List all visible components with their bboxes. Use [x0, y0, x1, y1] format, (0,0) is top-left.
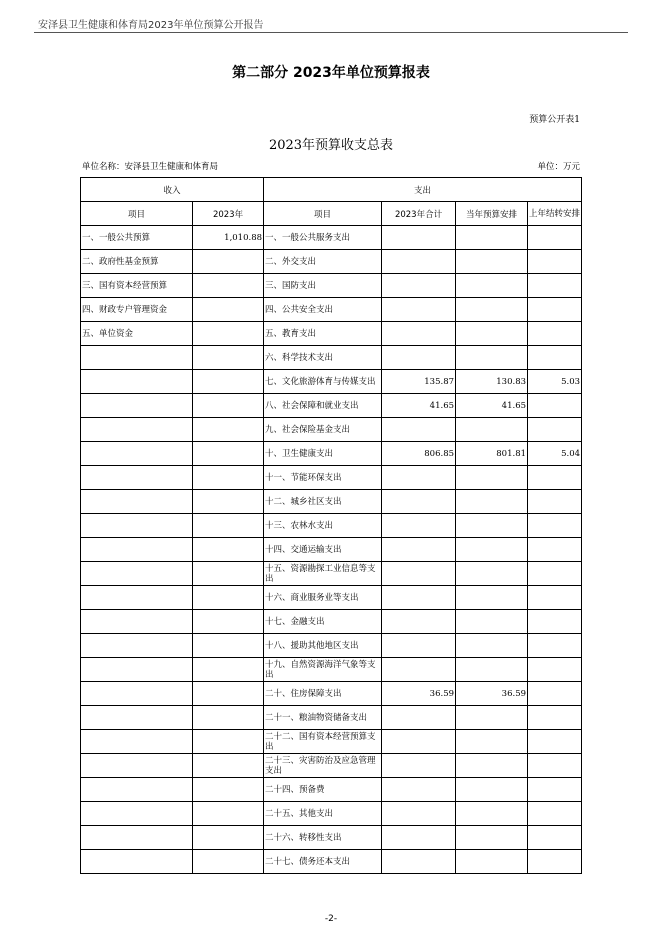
income-item-cell	[81, 802, 193, 826]
income-item-cell	[81, 538, 193, 562]
expense-item-cell: 二十二、国有资本经营预算支出	[264, 730, 382, 754]
current-header: 当年预算安排	[456, 202, 528, 226]
total-cell	[382, 514, 456, 538]
table-row	[81, 394, 582, 418]
table-row	[81, 490, 582, 514]
expense-item-cell: 七、文化旅游体育与传媒支出	[264, 370, 382, 394]
income-value-cell	[193, 658, 264, 682]
table-row	[81, 826, 582, 850]
expense-item-cell: 一、一般公共服务支出	[264, 226, 382, 250]
table-row	[81, 370, 582, 394]
expense-item-cell: 十八、援助其他地区支出	[264, 634, 382, 658]
income-item-cell: 一、一般公共预算	[81, 226, 193, 250]
table-row	[81, 274, 582, 298]
current-cell	[456, 634, 528, 658]
income-item-cell	[81, 706, 193, 730]
expense-item-cell: 十六、商业服务业等支出	[264, 586, 382, 610]
income-item-cell	[81, 394, 193, 418]
income-item-cell	[81, 514, 193, 538]
income-value-cell	[193, 754, 264, 778]
current-cell	[456, 250, 528, 274]
carry-cell	[528, 226, 582, 250]
income-value-cell	[193, 346, 264, 370]
current-cell	[456, 850, 528, 874]
income-value-cell	[193, 322, 264, 346]
total-cell	[382, 658, 456, 682]
income-item-cell	[81, 754, 193, 778]
total-cell	[382, 730, 456, 754]
income-value-cell	[193, 394, 264, 418]
income-value-cell	[193, 826, 264, 850]
income-value-cell	[193, 610, 264, 634]
total-cell	[382, 490, 456, 514]
table-row	[81, 634, 582, 658]
income-value-cell	[193, 562, 264, 586]
total-cell	[382, 226, 456, 250]
current-cell	[456, 778, 528, 802]
expense-item-cell: 三、国防支出	[264, 274, 382, 298]
income-value-cell	[193, 730, 264, 754]
current-cell	[456, 490, 528, 514]
table-row	[81, 322, 582, 346]
income-value-cell	[193, 442, 264, 466]
carry-cell	[528, 706, 582, 730]
current-cell	[456, 346, 528, 370]
current-cell	[456, 514, 528, 538]
income-item-cell	[81, 850, 193, 874]
total-cell	[382, 826, 456, 850]
total-cell: 135.87	[382, 370, 456, 394]
table-row	[81, 562, 582, 586]
carry-cell	[528, 346, 582, 370]
expense-item-cell: 十、卫生健康支出	[264, 442, 382, 466]
table-row	[81, 538, 582, 562]
current-cell	[456, 466, 528, 490]
carry-cell	[528, 634, 582, 658]
current-cell	[456, 322, 528, 346]
page-number: -2-	[324, 914, 338, 924]
current-cell: 801.81	[456, 442, 528, 466]
total-cell	[382, 706, 456, 730]
carry-cell	[528, 490, 582, 514]
current-cell	[456, 562, 528, 586]
total-cell	[382, 250, 456, 274]
income-value-cell	[193, 514, 264, 538]
current-cell: 130.83	[456, 370, 528, 394]
income-item-cell	[81, 370, 193, 394]
carry-header: 上年结转安排	[528, 202, 582, 226]
carry-cell	[528, 274, 582, 298]
carry-cell	[528, 322, 582, 346]
carry-cell	[528, 754, 582, 778]
total-cell	[382, 610, 456, 634]
total-cell	[382, 322, 456, 346]
unit-name: 单位名称：安泽县卫生健康和体育局	[82, 162, 219, 172]
unit-label: 单位：万元	[537, 162, 580, 172]
total-cell	[382, 754, 456, 778]
current-cell	[456, 754, 528, 778]
expense-item-cell: 二十五、其他支出	[264, 802, 382, 826]
expense-item-cell: 四、公共安全支出	[264, 298, 382, 322]
income-item-cell	[81, 730, 193, 754]
income-item-cell	[81, 466, 193, 490]
current-cell	[456, 802, 528, 826]
current-cell	[456, 538, 528, 562]
income-value-cell	[193, 634, 264, 658]
expense-item-cell: 十一、节能环保支出	[264, 466, 382, 490]
income-item-cell	[81, 634, 193, 658]
table-row	[81, 706, 582, 730]
total-header: 2023年合计	[382, 202, 456, 226]
expense-item-cell: 十二、城乡社区支出	[264, 490, 382, 514]
total-cell	[382, 850, 456, 874]
carry-cell	[528, 778, 582, 802]
current-cell	[456, 418, 528, 442]
income-value-cell	[193, 850, 264, 874]
total-cell	[382, 466, 456, 490]
carry-cell	[528, 682, 582, 706]
table-row	[81, 346, 582, 370]
carry-cell	[528, 850, 582, 874]
table-row	[81, 850, 582, 874]
total-cell	[382, 634, 456, 658]
income-item-cell: 二、政府性基金预算	[81, 250, 193, 274]
current-cell	[456, 586, 528, 610]
table-row	[81, 658, 582, 682]
running-header: 安泽县卫生健康和体育局2023年单位预算公开报告	[38, 20, 264, 31]
carry-cell	[528, 250, 582, 274]
carry-cell	[528, 802, 582, 826]
income-item-cell	[81, 418, 193, 442]
income-item-cell: 三、国有资本经营预算	[81, 274, 193, 298]
income-item-cell	[81, 682, 193, 706]
carry-cell	[528, 826, 582, 850]
current-cell	[456, 730, 528, 754]
income-item-cell	[81, 586, 193, 610]
carry-cell: 5.03	[528, 370, 582, 394]
carry-cell	[528, 466, 582, 490]
total-cell	[382, 418, 456, 442]
income-item-cell	[81, 562, 193, 586]
income-value-cell	[193, 298, 264, 322]
current-cell	[456, 610, 528, 634]
income-item-cell	[81, 658, 193, 682]
expense-item-cell: 九、社会保险基金支出	[264, 418, 382, 442]
income-value-cell	[193, 538, 264, 562]
total-cell	[382, 586, 456, 610]
carry-cell	[528, 298, 582, 322]
current-cell: 41.65	[456, 394, 528, 418]
table-row	[81, 754, 582, 778]
table-row	[81, 586, 582, 610]
expense-item-cell: 八、社会保障和就业支出	[264, 394, 382, 418]
income-value-cell	[193, 490, 264, 514]
expense-item-cell: 十五、资源勘探工业信息等支出	[264, 562, 382, 586]
table-row	[81, 226, 582, 250]
carry-cell	[528, 418, 582, 442]
table-row	[81, 466, 582, 490]
expense-item-cell: 二十、住房保障支出	[264, 682, 382, 706]
income-header: 收入	[81, 178, 264, 202]
income-value-cell	[193, 274, 264, 298]
income-value-cell	[193, 586, 264, 610]
total-cell: 806.85	[382, 442, 456, 466]
income-value-cell	[193, 250, 264, 274]
income-value-cell	[193, 418, 264, 442]
total-cell	[382, 778, 456, 802]
current-cell	[456, 658, 528, 682]
carry-cell	[528, 730, 582, 754]
table-row	[81, 730, 582, 754]
income-item-cell	[81, 346, 193, 370]
total-cell	[382, 562, 456, 586]
expense-item-cell: 二十一、粮油物资储备支出	[264, 706, 382, 730]
table-row	[81, 682, 582, 706]
table-title: 2023年预算收支总表	[268, 138, 394, 153]
expense-item-header: 项目	[264, 202, 382, 226]
part-title: 第二部分 2023年单位预算报表	[232, 65, 430, 81]
expense-item-cell: 十七、金融支出	[264, 610, 382, 634]
total-cell	[382, 298, 456, 322]
total-cell	[382, 274, 456, 298]
table-row	[81, 250, 582, 274]
income-item-cell	[81, 490, 193, 514]
carry-cell	[528, 394, 582, 418]
current-cell: 36.59	[456, 682, 528, 706]
form-number: 预算公开表1	[529, 115, 580, 125]
expense-item-cell: 二十七、债务还本支出	[264, 850, 382, 874]
income-year-header: 2023年	[193, 202, 264, 226]
table-row	[81, 778, 582, 802]
carry-cell	[528, 514, 582, 538]
expense-item-cell: 六、科学技术支出	[264, 346, 382, 370]
income-item-cell	[81, 778, 193, 802]
income-item-cell: 四、财政专户管理资金	[81, 298, 193, 322]
income-value-cell	[193, 466, 264, 490]
current-cell	[456, 226, 528, 250]
header-divider	[34, 32, 628, 33]
carry-cell	[528, 562, 582, 586]
income-value-cell	[193, 802, 264, 826]
income-value-cell	[193, 370, 264, 394]
expense-item-cell: 十九、自然资源海洋气象等支出	[264, 658, 382, 682]
carry-cell	[528, 610, 582, 634]
current-cell	[456, 706, 528, 730]
expense-item-cell: 二十三、灾害防治及应急管理支出	[264, 754, 382, 778]
total-cell	[382, 346, 456, 370]
current-cell	[456, 298, 528, 322]
table-row	[81, 418, 582, 442]
expense-item-cell: 十三、农林水支出	[264, 514, 382, 538]
total-cell: 41.65	[382, 394, 456, 418]
table-row	[81, 802, 582, 826]
budget-summary-table	[80, 177, 582, 874]
current-cell	[456, 826, 528, 850]
income-item-cell	[81, 610, 193, 634]
carry-cell	[528, 586, 582, 610]
table-row	[81, 514, 582, 538]
income-item-cell	[81, 826, 193, 850]
total-cell: 36.59	[382, 682, 456, 706]
expense-item-cell: 二十四、预备费	[264, 778, 382, 802]
income-item-cell	[81, 442, 193, 466]
current-cell	[456, 274, 528, 298]
expense-item-cell: 五、教育支出	[264, 322, 382, 346]
table-row	[81, 298, 582, 322]
income-value-cell: 1,010.88	[193, 226, 264, 250]
income-value-cell	[193, 778, 264, 802]
table-row	[81, 610, 582, 634]
expense-item-cell: 二十六、转移性支出	[264, 826, 382, 850]
expense-item-cell: 十四、交通运输支出	[264, 538, 382, 562]
expense-item-cell: 二、外交支出	[264, 250, 382, 274]
income-value-cell	[193, 682, 264, 706]
income-item-header: 项目	[81, 202, 193, 226]
expense-header: 支出	[264, 178, 582, 202]
income-value-cell	[193, 706, 264, 730]
income-item-cell: 五、单位资金	[81, 322, 193, 346]
total-cell	[382, 802, 456, 826]
carry-cell	[528, 538, 582, 562]
carry-cell: 5.04	[528, 442, 582, 466]
table-row	[81, 442, 582, 466]
table-body	[81, 226, 582, 874]
total-cell	[382, 538, 456, 562]
carry-cell	[528, 658, 582, 682]
